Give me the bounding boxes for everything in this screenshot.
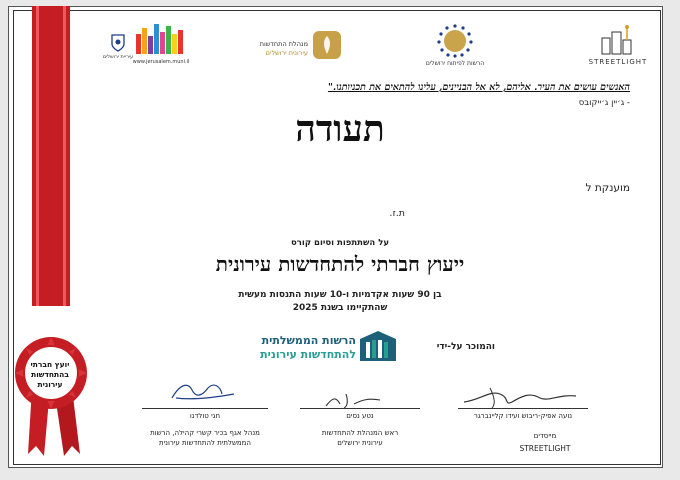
red-ribbon (32, 6, 70, 306)
signature-line-haggai (142, 408, 268, 409)
signature-founders (460, 384, 580, 410)
jerusalem-emblem-icon (110, 34, 126, 52)
signature-line-neta (300, 408, 420, 409)
id-number-label: ת.ז. (389, 208, 405, 219)
founders-name: נועה אפיק-ריבוש ועידו קליינברגר (473, 412, 573, 420)
course-name: ייעוץ חברתי להתחדשות עירונית (215, 252, 465, 276)
municipality-caption: עיריית ירושלים (102, 54, 134, 60)
seal-line-3: עירונית (37, 380, 63, 389)
course-hours: בן 90 שעות אקדמיות ו-10 שעות התנסות מעשית (238, 290, 442, 300)
haggai-title-line-1: מנהל אגף בכיר קשרי קהילה, הרשות (150, 429, 260, 437)
neta-title-line-2: עירונית ירושלים (337, 439, 383, 447)
jda-logo-caption: הרשות לפיתוח ירושלים (425, 60, 485, 67)
seal-line-1: יועץ חברתי (30, 360, 70, 369)
signature-neta (318, 388, 388, 410)
seal-text (22, 360, 78, 390)
authority-emblem-icon (312, 30, 342, 60)
neta-name: נטע נסים (346, 412, 374, 420)
certificate-title: תעודה (295, 108, 385, 150)
recognized-by-label: והמוכר על-ידי (436, 342, 495, 352)
haggai-title-line-2: הממשלתית להתחדשות עירונית (158, 439, 252, 447)
neta-title (290, 428, 430, 448)
municipality-colorful-logo-icon (134, 22, 186, 58)
awarded-to-label: מוענקת ל (585, 182, 630, 194)
authority-caption-1: מנהלת התחדשות (259, 40, 308, 48)
haggai-name: חגי טולדנו (189, 412, 221, 420)
streetlight-logo-text: STREETLIGHT (588, 58, 648, 66)
authority-name: הרשות הממשלתית (261, 334, 356, 347)
haggai-title (122, 428, 288, 448)
government-authority-logo-icon (358, 330, 398, 364)
founders-title: מייסדים (533, 432, 557, 440)
founders-org: STREETLIGHT (519, 444, 571, 453)
signature-haggai (162, 376, 242, 406)
jda-logo-icon (436, 24, 474, 58)
signature-line-founders (458, 408, 588, 409)
jacobs-quote: האנשים עושים את העיר. אליהם, לא אל הבניינים, עלינו להתאים את תכניותנו." (327, 82, 630, 93)
authority-caption-2: עירונית ירושלים (265, 49, 308, 57)
seal-line-2: בהתחדשות (31, 370, 69, 379)
authority-subtitle: להתחדשות עירונית (260, 348, 356, 361)
neta-title-line-1: ראש המנהלת להתחדשות (321, 429, 399, 437)
quote-author: - ג׳יין ג׳ייקובס (578, 98, 630, 108)
course-year: שהתקיימו בשנת 2025 (292, 303, 388, 313)
website-caption: www.jerusalem.muni.il (132, 59, 190, 65)
for-course-label: על השתתפות וסיום קורס (291, 238, 389, 248)
